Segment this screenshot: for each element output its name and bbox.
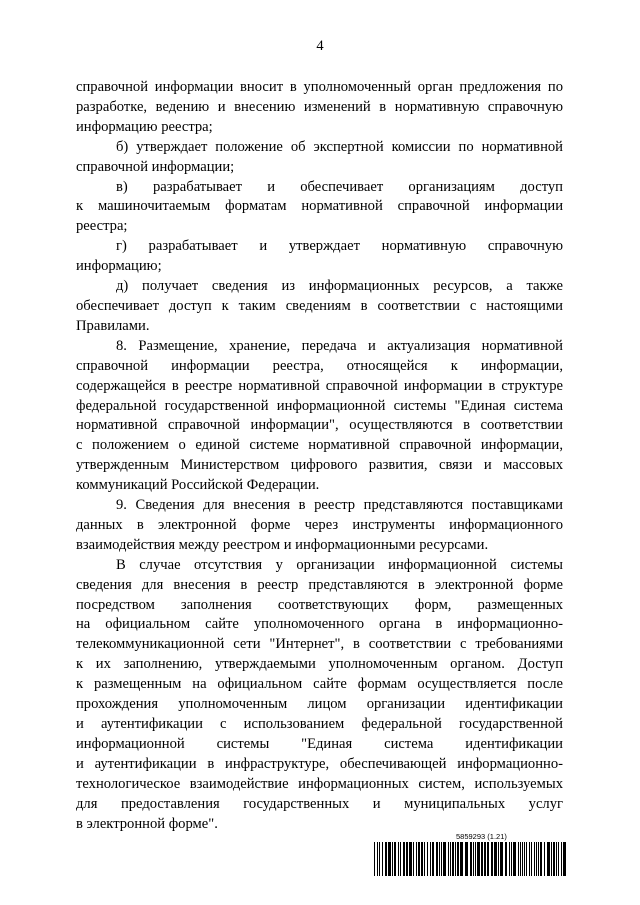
barcode-bar (511, 842, 512, 876)
barcode-bar (513, 842, 516, 876)
barcode-bar (421, 842, 423, 876)
text-line: справочной информации вносит в уполномоченный орган предложения по (76, 79, 563, 95)
barcode-bar (418, 842, 420, 876)
barcode-bar (522, 842, 523, 876)
barcode-bar (388, 842, 391, 876)
text-line: б) утверждает положение об экспертной комиссии по нормативной (116, 138, 563, 155)
barcode-bar (491, 842, 493, 876)
barcode-bar (448, 842, 449, 876)
text-line: 8. Размещение, хранение, передача и актуализация нормативной (116, 337, 563, 354)
text-line: г) разрабатывает и утверждает нормативную справочную (116, 238, 563, 255)
barcode-bar (441, 842, 442, 876)
text-line: данных в электронной форме через инструменты информационного (76, 516, 563, 533)
barcode-bar (524, 842, 525, 876)
barcode-bar (540, 842, 542, 876)
text-line: информацию реестра; (76, 118, 213, 135)
text-line: федеральной государственной информационной системы "Единая система (76, 397, 563, 414)
barcode-bar (394, 842, 396, 876)
text-line: д) получает сведения из информационных ресурсов, а также (116, 278, 563, 295)
document-body (76, 78, 563, 834)
text-line: нормативной справочной информации", осуществляются в соответствии (76, 417, 563, 434)
text-line: телекоммуникационной сети "Интернет", в соответствии с требованиями (76, 636, 563, 653)
barcode-bar (409, 842, 412, 876)
text-line: технологическое взаимодействие информационных систем, используемых (76, 775, 563, 792)
barcode-bar (430, 842, 431, 876)
barcode-bar (558, 842, 559, 876)
text-line: информационной системы "Единая система идентификации (76, 735, 563, 752)
text-line: в электронной форме". (76, 815, 218, 832)
barcode-bar (553, 842, 555, 876)
text-line: В случае отсутствия у организации информационной системы (116, 556, 563, 573)
text-line: утвержденным Министерством цифрового развития, связи и массовых (76, 457, 563, 474)
text-line: на официальном сайте уполномоченного органа в информационно- (76, 616, 563, 633)
barcode-bar (475, 842, 476, 876)
text-line: Правилами. (76, 317, 150, 334)
barcode-bar (436, 842, 438, 876)
text-line: взаимодействия между реестром и информационными ресурсами. (76, 536, 489, 553)
barcode-bar (465, 842, 468, 876)
barcode-bar (561, 842, 562, 876)
text-line: к машиночитаемым форматам нормативной справочной информации (76, 198, 563, 215)
barcode-bar (531, 842, 532, 876)
barcode-bar (379, 842, 380, 876)
barcode-bar (538, 842, 539, 876)
barcode-bar (500, 842, 503, 876)
barcode-bar (487, 842, 489, 876)
text-line: для предоставления государственных и муниципальных услуг (76, 795, 563, 812)
text-line: справочной информации реестра, относящейся к информации, (76, 357, 563, 374)
barcode-bar (377, 842, 378, 876)
text-line: и аутентификации с использованием федеральной государственной (76, 716, 563, 732)
text-line: с положением о единой системе нормативной справочной информации, (76, 437, 563, 454)
barcode-bar (536, 842, 537, 876)
text-line: к их заполнению, утверждаемыми уполномоченным органом. Доступ (76, 656, 563, 673)
barcode-bar (460, 842, 463, 876)
barcode-bar (385, 842, 387, 876)
barcode-bar (416, 842, 417, 876)
barcode-bar (443, 842, 446, 876)
barcode-bar (529, 842, 530, 876)
barcode-bar (534, 842, 535, 876)
barcode-bar (398, 842, 399, 876)
text-line: реестра; (76, 218, 128, 235)
barcode-bar (374, 842, 375, 876)
barcode-bar (544, 842, 545, 876)
barcode-bar (427, 842, 428, 876)
barcode-bar (455, 842, 456, 876)
barcode-bar (382, 842, 383, 876)
barcode-bar (432, 842, 434, 876)
barcode-bar (392, 842, 393, 876)
text-line: разработке, ведению и внесению изменений в нормативную справочную (76, 98, 563, 115)
barcode-bar (424, 842, 425, 876)
text-line: содержащейся в реестре нормативной справочной информации в структуре (76, 377, 563, 394)
barcode-bar (400, 842, 401, 876)
barcode-bar (450, 842, 451, 876)
barcode-bar (470, 842, 472, 876)
text-line: коммуникаций Российской Федерации. (76, 477, 320, 494)
barcode-bar (520, 842, 521, 876)
text-line: к размещенным на официальном сайте формам осуществляется после (76, 676, 563, 693)
text-line: справочной информации; (76, 158, 235, 175)
barcode-bar (481, 842, 483, 876)
barcode-block (374, 832, 566, 876)
barcode-bar (498, 842, 499, 876)
barcode-bar (413, 842, 414, 876)
text-line: прохождения уполномоченным лицом организации идентификации (76, 696, 563, 713)
barcode-bar (526, 842, 527, 876)
barcode-bar (509, 842, 510, 876)
barcode-bar (547, 842, 550, 876)
text-line: 9. Сведения для внесения в реестр представляются поставщиками (116, 497, 563, 514)
barcode-bar (494, 842, 497, 876)
barcode-bar (477, 842, 480, 876)
barcode-bar (439, 842, 440, 876)
text-line: в) разрабатывает и обеспечивает организациям доступ (116, 178, 563, 195)
barcode-bar (403, 842, 405, 876)
barcode-bar (556, 842, 557, 876)
barcode-bar (452, 842, 454, 876)
barcode-bar (505, 842, 507, 876)
text-line: и аутентификации в инфраструктуре, обеспечивающей информационно- (76, 755, 563, 772)
text-line: сведения для внесения в реестр представляются в электронной форме (76, 576, 563, 593)
barcode-bar (563, 842, 566, 876)
barcode-bar (406, 842, 408, 876)
text-line: посредством заполнения соответствующих форм, размещенных (76, 596, 563, 613)
text-line: обеспечивает доступ к таким сведениям в соответствии с настоящими (76, 297, 563, 314)
barcode-code: 5859293 (1.21) (456, 832, 507, 841)
text-line: информацию; (76, 258, 162, 275)
barcode-bar (484, 842, 486, 876)
page-number: 4 (316, 38, 324, 54)
barcode-bar (518, 842, 519, 876)
barcode-bar (551, 842, 552, 876)
barcode-bar (457, 842, 459, 876)
barcode-bar (473, 842, 474, 876)
barcode-image (374, 842, 566, 876)
